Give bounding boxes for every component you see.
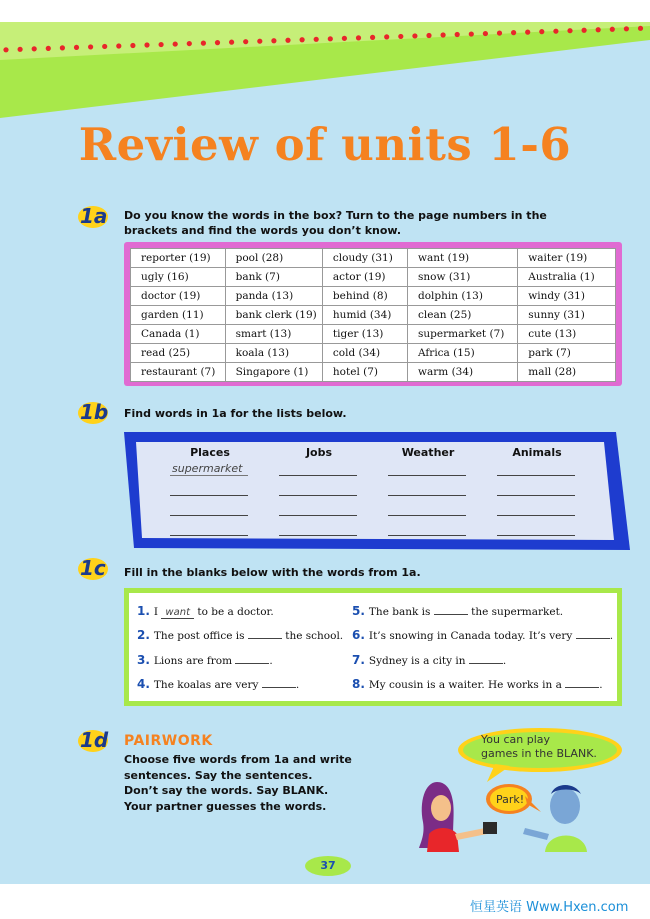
word-cell: sunny (31)	[518, 306, 616, 325]
answer-line[interactable]	[388, 535, 466, 536]
banner-dot	[88, 44, 93, 49]
banner-dot	[300, 37, 305, 42]
word-cell: garden (11)	[131, 306, 226, 325]
word-row	[131, 249, 616, 268]
answer-blank[interactable]	[469, 655, 503, 664]
exercise-sentence	[137, 628, 343, 642]
answer-line[interactable]	[497, 515, 575, 516]
word-row	[131, 268, 616, 287]
banner-dot	[215, 40, 220, 45]
word-box	[124, 242, 622, 386]
word-cell: panda (13)	[225, 287, 322, 306]
word-cell: supermarket (7)	[408, 325, 518, 344]
sentence-end: .	[609, 630, 614, 642]
word-cell: ugly (16)	[131, 268, 226, 287]
word-cell: waiter (19)	[518, 249, 616, 268]
sentence-start: Sydney is a city in	[368, 655, 466, 667]
example-answer: supermarket	[172, 462, 243, 475]
word-cell: tiger (13)	[322, 325, 407, 344]
banner-dot	[469, 31, 474, 36]
banner-dot	[285, 38, 290, 43]
banner-dot	[398, 34, 403, 39]
word-cell: reporter (19)	[131, 249, 226, 268]
word-cell: park (7)	[518, 344, 616, 363]
word-row	[131, 325, 616, 344]
sentence-start: I	[153, 606, 159, 618]
word-cell: read (25)	[131, 344, 226, 363]
answer-blank[interactable]	[235, 655, 269, 664]
section-badge-1b: 1b	[80, 400, 109, 424]
word-cell: snow (31)	[408, 268, 518, 287]
word-cell: dolphin (13)	[408, 287, 518, 306]
section-badge-1c: 1c	[78, 558, 108, 580]
answer-line[interactable]	[170, 495, 248, 496]
sentence-end: .	[502, 655, 507, 667]
sentence-start: The bank is	[368, 606, 431, 618]
answer-line[interactable]	[497, 475, 575, 476]
banner-dot	[624, 26, 629, 31]
banner-dot	[46, 46, 51, 51]
word-cell: koala (13)	[225, 344, 322, 363]
banner-dot	[483, 31, 488, 36]
banner-dot	[567, 28, 572, 33]
word-cell: actor (19)	[322, 268, 407, 287]
sentence-end: .	[599, 679, 603, 691]
sentence-number: 7.	[352, 653, 365, 667]
pairwork-instructions: Choose five words from 1a and write sentences. Say the sentences. Don’t say the words. Say BLANK. Your partner guesses the words.	[124, 753, 352, 813]
sentence-start: Lions are from	[153, 655, 233, 667]
word-cell: Singapore (1)	[225, 363, 322, 382]
sentence-end: .	[269, 655, 273, 667]
banner-dot	[144, 42, 149, 47]
word-cell: want (19)	[408, 249, 518, 268]
answer-blank[interactable]	[248, 630, 282, 639]
sentence-start: It’s snowing in Canada today. It’s very	[368, 630, 573, 642]
banner-dot	[18, 47, 23, 52]
banner-dot	[370, 35, 375, 40]
word-cell: Africa (15)	[408, 344, 518, 363]
banner-dot	[426, 33, 431, 38]
banner-dot	[412, 33, 417, 38]
exercise-sentence	[137, 677, 299, 691]
exercise-sentence	[352, 677, 603, 691]
instruction-1b: Find words in 1a for the lists below.	[124, 407, 347, 420]
banner-dot	[116, 43, 121, 48]
banner-dot	[342, 36, 347, 41]
sentence-end: to be a doctor.	[197, 606, 274, 618]
banner-dot	[159, 42, 164, 47]
banner-dot	[3, 47, 8, 52]
page-number: 37	[305, 856, 351, 876]
sentence-number: 6.	[352, 628, 365, 642]
word-cell: pool (28)	[225, 249, 322, 268]
sentence-number: 3.	[137, 653, 150, 667]
page-title: Review of units 1-6	[78, 118, 572, 171]
word-cell: restaurant (7)	[131, 363, 226, 382]
banner-dot	[638, 26, 643, 31]
banner-dot	[130, 43, 135, 48]
word-cell: doctor (19)	[131, 287, 226, 306]
sentence-number: 8.	[352, 677, 365, 691]
word-cell: humid (34)	[322, 306, 407, 325]
banner-dot	[455, 32, 460, 37]
word-table	[130, 248, 616, 382]
exercise-sentence	[137, 604, 274, 619]
banner-dot	[525, 30, 530, 35]
word-cell: hotel (7)	[322, 363, 407, 382]
banner-dot	[497, 30, 502, 35]
banner-dot	[441, 32, 446, 37]
sentence-number: 4.	[137, 677, 150, 691]
answer-line[interactable]	[170, 515, 248, 516]
exercise-sentence	[352, 628, 613, 642]
answer-blank[interactable]	[565, 679, 599, 688]
word-cell: Australia (1)	[518, 268, 616, 287]
banner-dot	[74, 45, 79, 50]
word-cell: behind (8)	[322, 287, 407, 306]
instruction-1a: Do you know the words in the box? Turn to the page numbers in the brackets and find the words you don’t know.	[124, 209, 547, 237]
answer-blank[interactable]	[434, 606, 468, 615]
answer-blank[interactable]	[576, 630, 610, 639]
banner-dot	[271, 38, 276, 43]
sentence-start: The post office is	[153, 630, 245, 642]
word-row	[131, 363, 616, 382]
filled-blank[interactable]: want	[161, 607, 194, 619]
speech-bubble-question-line1: You can play	[481, 733, 551, 746]
sentence-end: the supermarket.	[471, 606, 564, 618]
banner-dot	[610, 27, 615, 32]
word-row	[131, 306, 616, 325]
banner-dot	[328, 36, 333, 41]
watermark: 恒星英语 Www.Hxen.com	[470, 900, 629, 915]
word-cell: clean (25)	[408, 306, 518, 325]
answer-blank[interactable]	[262, 679, 296, 688]
answer-line[interactable]	[279, 535, 357, 536]
answer-line[interactable]	[170, 475, 248, 476]
sentence-number: 1.	[137, 604, 150, 618]
answer-line[interactable]	[279, 495, 357, 496]
banner-dot	[187, 41, 192, 46]
category-jobs: Jobs	[305, 446, 333, 459]
sentence-number: 2.	[137, 628, 150, 642]
word-cell: Canada (1)	[131, 325, 226, 344]
banner-dot	[173, 41, 178, 46]
word-cell: bank (7)	[225, 268, 322, 287]
banner-dot	[201, 41, 206, 46]
banner-dot	[511, 30, 516, 35]
instruction-1c: Fill in the blanks below with the words from 1a.	[124, 566, 421, 579]
word-row	[131, 344, 616, 363]
category-animals: Animals	[512, 446, 562, 459]
sentence-end: the school.	[285, 630, 344, 642]
answer-line[interactable]	[170, 535, 248, 536]
speech-bubble-answer: Park!	[496, 793, 525, 806]
answer-line[interactable]	[279, 515, 357, 516]
banner-dot	[257, 39, 262, 44]
category-places: Places	[190, 446, 230, 459]
banner-dot	[539, 29, 544, 34]
banner-dot	[314, 37, 319, 42]
answer-line[interactable]	[388, 515, 466, 516]
exercise-sentence	[137, 653, 273, 667]
exercise-sentence	[352, 653, 506, 667]
speech-bubble-question-line2: games in the BLANK.	[481, 747, 597, 760]
banner-dot	[32, 46, 37, 51]
sentence-end: .	[295, 679, 300, 691]
word-cell: smart (13)	[225, 325, 322, 344]
banner-dot	[229, 40, 234, 45]
section-badge-1d: 1d	[80, 728, 109, 752]
banner-dot	[60, 45, 65, 50]
word-cell: mall (28)	[518, 363, 616, 382]
banner-dot	[384, 34, 389, 39]
sentence-number: 5.	[352, 604, 365, 618]
answer-line[interactable]	[279, 475, 357, 476]
word-row	[131, 287, 616, 306]
banner-dot	[553, 29, 558, 34]
word-cell: windy (31)	[518, 287, 616, 306]
word-cell: bank clerk (19)	[225, 306, 322, 325]
word-cell: cute (13)	[518, 325, 616, 344]
banner-dot	[243, 39, 248, 44]
section-badge-1a: 1a	[80, 204, 108, 228]
banner-dot	[356, 35, 361, 40]
banner-dot	[582, 28, 587, 33]
exercise-sentence	[352, 604, 563, 618]
answer-line[interactable]	[497, 495, 575, 496]
banner-dot	[102, 44, 107, 49]
top-margin	[0, 0, 650, 22]
category-weather: Weather	[401, 446, 455, 459]
banner-dot	[596, 27, 601, 32]
word-cell: warm (34)	[408, 363, 518, 382]
answer-line[interactable]	[388, 495, 466, 496]
word-cell: cloudy (31)	[322, 249, 407, 268]
answer-line[interactable]	[497, 535, 575, 536]
word-cell: cold (34)	[322, 344, 407, 363]
sentence-start: My cousin is a waiter. He works in a	[368, 679, 562, 691]
sentence-start: The koalas are very	[153, 679, 259, 691]
pairwork-title: PAIRWORK	[124, 733, 213, 749]
answer-line[interactable]	[388, 475, 466, 476]
